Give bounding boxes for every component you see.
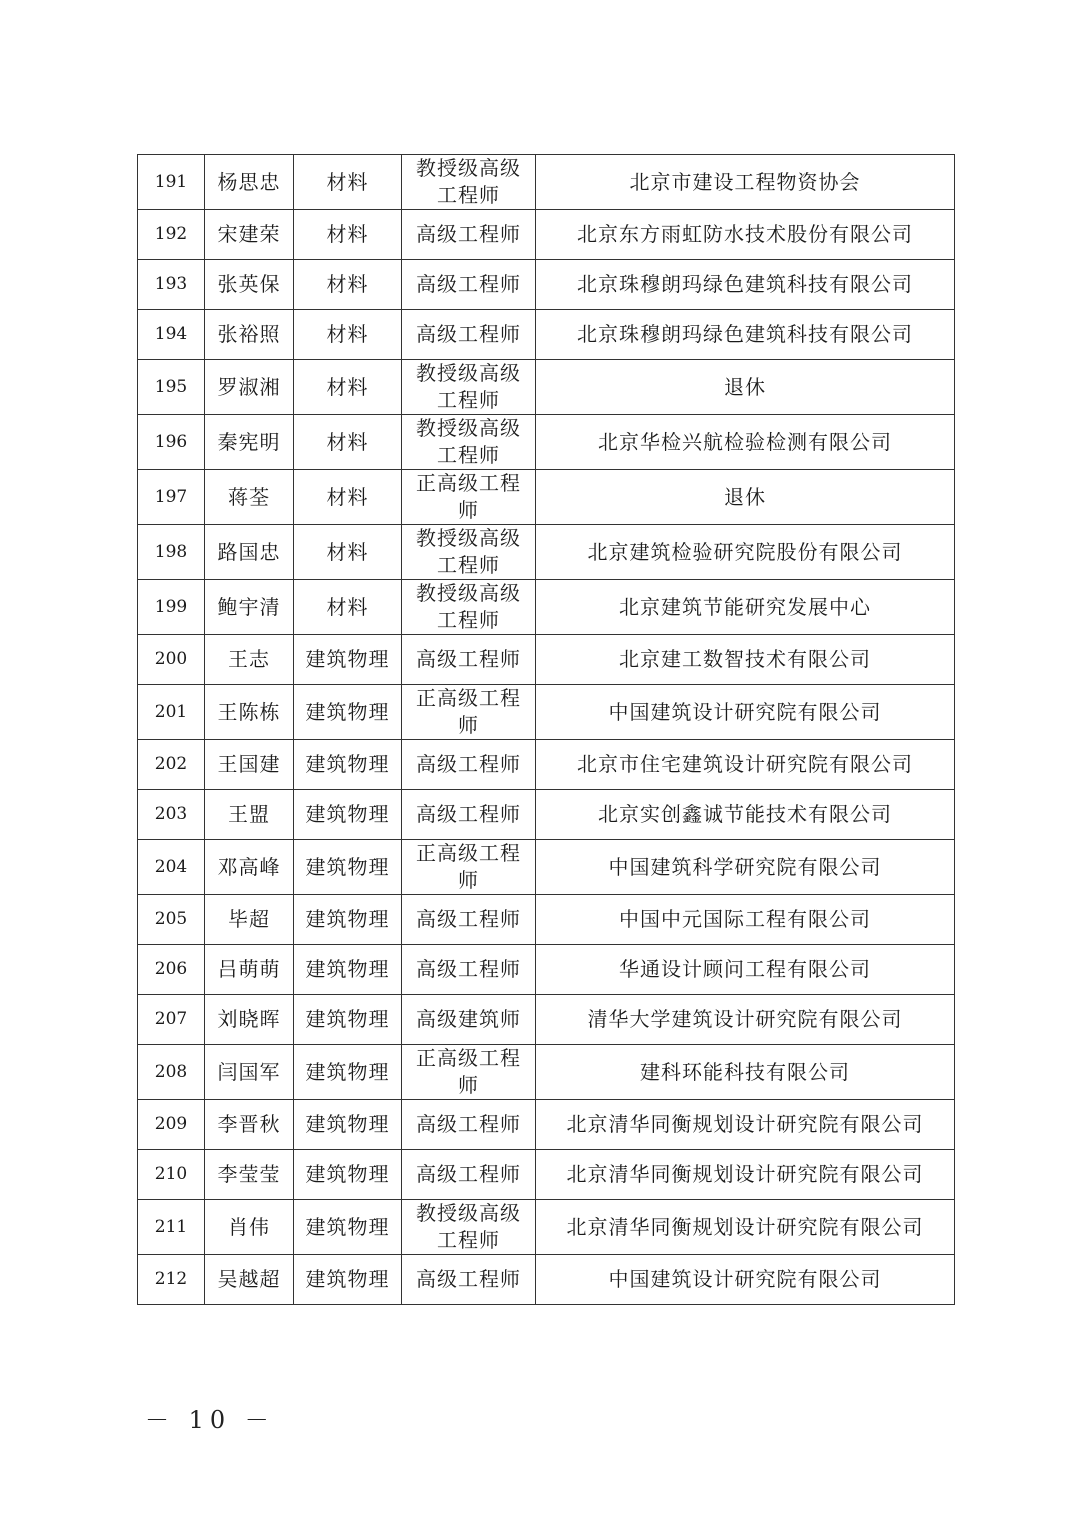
table-row bbox=[138, 995, 955, 1045]
professional-title-cell: 高级建筑师 bbox=[402, 995, 536, 1045]
row-number-cell: 204 bbox=[138, 840, 205, 895]
specialty-field-cell: 材料 bbox=[294, 260, 402, 310]
expert-roster-table bbox=[137, 154, 955, 1305]
expert-name-cell: 肖伟 bbox=[205, 1200, 294, 1255]
table-row bbox=[138, 470, 955, 525]
specialty-field-cell: 建筑物理 bbox=[294, 740, 402, 790]
table-row bbox=[138, 1255, 955, 1305]
row-number-cell: 198 bbox=[138, 525, 205, 580]
row-number-cell: 200 bbox=[138, 635, 205, 685]
row-number-cell: 212 bbox=[138, 1255, 205, 1305]
specialty-field-cell: 建筑物理 bbox=[294, 635, 402, 685]
table-row bbox=[138, 1045, 955, 1100]
specialty-field-cell: 建筑物理 bbox=[294, 945, 402, 995]
work-organization-cell: 北京实创鑫诚节能技术有限公司 bbox=[536, 790, 955, 840]
work-organization-cell: 中国建筑设计研究院有限公司 bbox=[536, 685, 955, 740]
professional-title-cell: 教授级高级工程师 bbox=[402, 1200, 536, 1255]
work-organization-cell: 清华大学建筑设计研究院有限公司 bbox=[536, 995, 955, 1045]
professional-title-cell: 高级工程师 bbox=[402, 895, 536, 945]
table-row bbox=[138, 635, 955, 685]
specialty-field-cell: 材料 bbox=[294, 210, 402, 260]
work-organization-cell: 北京珠穆朗玛绿色建筑科技有限公司 bbox=[536, 260, 955, 310]
row-number-cell: 196 bbox=[138, 415, 205, 470]
professional-title-cell: 高级工程师 bbox=[402, 635, 536, 685]
expert-name-cell: 吕萌萌 bbox=[205, 945, 294, 995]
expert-name-cell: 路国忠 bbox=[205, 525, 294, 580]
work-organization-cell: 北京清华同衡规划设计研究院有限公司 bbox=[536, 1200, 955, 1255]
table-row bbox=[138, 1100, 955, 1150]
expert-name-cell: 鲍宇清 bbox=[205, 580, 294, 635]
row-number-cell: 199 bbox=[138, 580, 205, 635]
professional-title-cell: 高级工程师 bbox=[402, 1100, 536, 1150]
specialty-field-cell: 建筑物理 bbox=[294, 685, 402, 740]
table-row bbox=[138, 210, 955, 260]
table-row bbox=[138, 260, 955, 310]
row-number-cell: 210 bbox=[138, 1150, 205, 1200]
expert-name-cell: 宋建荣 bbox=[205, 210, 294, 260]
expert-name-cell: 刘晓晖 bbox=[205, 995, 294, 1045]
row-number-cell: 209 bbox=[138, 1100, 205, 1150]
work-organization-cell: 北京市住宅建筑设计研究院有限公司 bbox=[536, 740, 955, 790]
table-row bbox=[138, 840, 955, 895]
professional-title-cell: 高级工程师 bbox=[402, 790, 536, 840]
table-row bbox=[138, 740, 955, 790]
work-organization-cell: 北京清华同衡规划设计研究院有限公司 bbox=[536, 1150, 955, 1200]
row-number-cell: 205 bbox=[138, 895, 205, 945]
page-number: － 10 － bbox=[145, 1406, 275, 1434]
professional-title-cell: 教授级高级工程师 bbox=[402, 360, 536, 415]
specialty-field-cell: 建筑物理 bbox=[294, 895, 402, 945]
specialty-field-cell: 材料 bbox=[294, 155, 402, 210]
expert-name-cell: 蒋荃 bbox=[205, 470, 294, 525]
expert-name-cell: 毕超 bbox=[205, 895, 294, 945]
expert-name-cell: 张裕照 bbox=[205, 310, 294, 360]
table-row bbox=[138, 1200, 955, 1255]
professional-title-cell: 正高级工程师 bbox=[402, 685, 536, 740]
work-organization-cell: 北京华检兴航检验检测有限公司 bbox=[536, 415, 955, 470]
expert-name-cell: 闫国军 bbox=[205, 1045, 294, 1100]
row-number-cell: 194 bbox=[138, 310, 205, 360]
specialty-field-cell: 材料 bbox=[294, 525, 402, 580]
table-row bbox=[138, 945, 955, 995]
work-organization-cell: 北京建工数智技术有限公司 bbox=[536, 635, 955, 685]
work-organization-cell: 北京市建设工程物资协会 bbox=[536, 155, 955, 210]
expert-name-cell: 李莹莹 bbox=[205, 1150, 294, 1200]
row-number-cell: 206 bbox=[138, 945, 205, 995]
table-row bbox=[138, 685, 955, 740]
table-row bbox=[138, 415, 955, 470]
work-organization-cell: 北京珠穆朗玛绿色建筑科技有限公司 bbox=[536, 310, 955, 360]
row-number-cell: 192 bbox=[138, 210, 205, 260]
professional-title-cell: 高级工程师 bbox=[402, 1150, 536, 1200]
professional-title-cell: 教授级高级工程师 bbox=[402, 155, 536, 210]
expert-name-cell: 李晋秋 bbox=[205, 1100, 294, 1150]
specialty-field-cell: 建筑物理 bbox=[294, 1100, 402, 1150]
professional-title-cell: 高级工程师 bbox=[402, 210, 536, 260]
table-row bbox=[138, 310, 955, 360]
specialty-field-cell: 建筑物理 bbox=[294, 1200, 402, 1255]
expert-name-cell: 王志 bbox=[205, 635, 294, 685]
specialty-field-cell: 材料 bbox=[294, 310, 402, 360]
expert-name-cell: 张英保 bbox=[205, 260, 294, 310]
row-number-cell: 208 bbox=[138, 1045, 205, 1100]
work-organization-cell: 中国中元国际工程有限公司 bbox=[536, 895, 955, 945]
specialty-field-cell: 建筑物理 bbox=[294, 1150, 402, 1200]
row-number-cell: 193 bbox=[138, 260, 205, 310]
work-organization-cell: 北京清华同衡规划设计研究院有限公司 bbox=[536, 1100, 955, 1150]
professional-title-cell: 正高级工程师 bbox=[402, 840, 536, 895]
professional-title-cell: 正高级工程师 bbox=[402, 1045, 536, 1100]
work-organization-cell: 退休 bbox=[536, 470, 955, 525]
work-organization-cell: 北京建筑节能研究发展中心 bbox=[536, 580, 955, 635]
specialty-field-cell: 建筑物理 bbox=[294, 995, 402, 1045]
work-organization-cell: 北京东方雨虹防水技术股份有限公司 bbox=[536, 210, 955, 260]
professional-title-cell: 正高级工程师 bbox=[402, 470, 536, 525]
row-number-cell: 207 bbox=[138, 995, 205, 1045]
professional-title-cell: 教授级高级工程师 bbox=[402, 580, 536, 635]
row-number-cell: 203 bbox=[138, 790, 205, 840]
row-number-cell: 191 bbox=[138, 155, 205, 210]
work-organization-cell: 建科环能科技有限公司 bbox=[536, 1045, 955, 1100]
expert-name-cell: 王盟 bbox=[205, 790, 294, 840]
expert-name-cell: 王陈栋 bbox=[205, 685, 294, 740]
row-number-cell: 195 bbox=[138, 360, 205, 415]
professional-title-cell: 高级工程师 bbox=[402, 740, 536, 790]
specialty-field-cell: 材料 bbox=[294, 415, 402, 470]
professional-title-cell: 高级工程师 bbox=[402, 1255, 536, 1305]
expert-name-cell: 罗淑湘 bbox=[205, 360, 294, 415]
row-number-cell: 211 bbox=[138, 1200, 205, 1255]
expert-name-cell: 杨思忠 bbox=[205, 155, 294, 210]
work-organization-cell: 退休 bbox=[536, 360, 955, 415]
expert-name-cell: 王国建 bbox=[205, 740, 294, 790]
table-row bbox=[138, 580, 955, 635]
row-number-cell: 202 bbox=[138, 740, 205, 790]
specialty-field-cell: 建筑物理 bbox=[294, 790, 402, 840]
professional-title-cell: 教授级高级工程师 bbox=[402, 525, 536, 580]
expert-name-cell: 邓高峰 bbox=[205, 840, 294, 895]
table-row bbox=[138, 155, 955, 210]
specialty-field-cell: 材料 bbox=[294, 580, 402, 635]
specialty-field-cell: 建筑物理 bbox=[294, 1045, 402, 1100]
specialty-field-cell: 材料 bbox=[294, 360, 402, 415]
expert-name-cell: 秦宪明 bbox=[205, 415, 294, 470]
table-row bbox=[138, 525, 955, 580]
work-organization-cell: 北京建筑检验研究院股份有限公司 bbox=[536, 525, 955, 580]
work-organization-cell: 中国建筑科学研究院有限公司 bbox=[536, 840, 955, 895]
table-row bbox=[138, 790, 955, 840]
specialty-field-cell: 建筑物理 bbox=[294, 840, 402, 895]
specialty-field-cell: 材料 bbox=[294, 470, 402, 525]
table-row bbox=[138, 360, 955, 415]
row-number-cell: 197 bbox=[138, 470, 205, 525]
row-number-cell: 201 bbox=[138, 685, 205, 740]
professional-title-cell: 高级工程师 bbox=[402, 260, 536, 310]
roster-body bbox=[138, 155, 955, 1305]
professional-title-cell: 高级工程师 bbox=[402, 945, 536, 995]
work-organization-cell: 华通设计顾问工程有限公司 bbox=[536, 945, 955, 995]
professional-title-cell: 教授级高级工程师 bbox=[402, 415, 536, 470]
specialty-field-cell: 建筑物理 bbox=[294, 1255, 402, 1305]
table-row bbox=[138, 895, 955, 945]
work-organization-cell: 中国建筑设计研究院有限公司 bbox=[536, 1255, 955, 1305]
expert-name-cell: 吴越超 bbox=[205, 1255, 294, 1305]
professional-title-cell: 高级工程师 bbox=[402, 310, 536, 360]
table-row bbox=[138, 1150, 955, 1200]
